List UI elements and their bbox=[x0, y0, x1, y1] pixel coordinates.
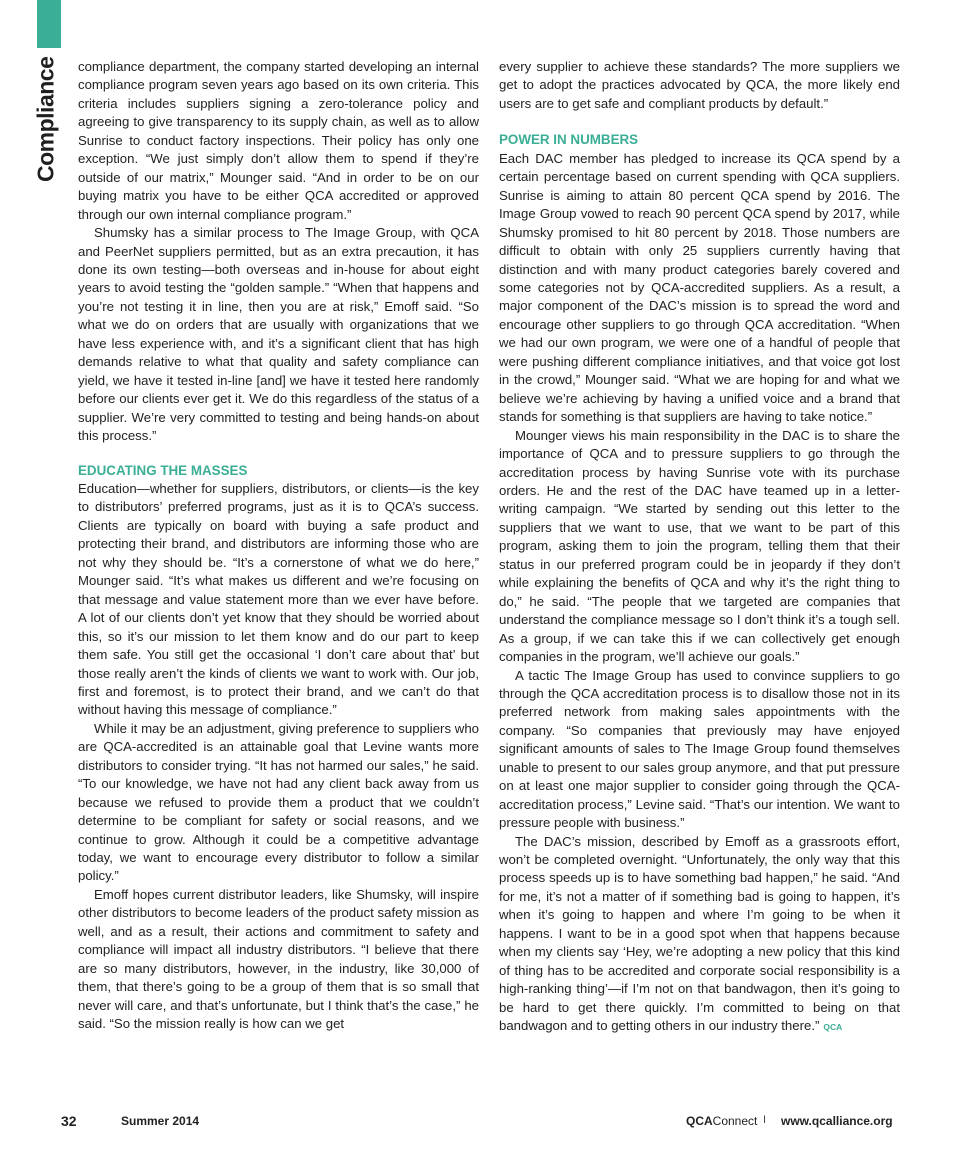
paragraph-last bbox=[499, 833, 900, 1037]
paragraph: While it may be an adjustment, giving preference to suppliers who are QCA-accredited is an attainable goal that Levine wants more distributors to consider trying. “It has not harmed our sales,” he said. “To our knowledge, we have not had any client back away from us because we refused to provide them a product that we couldn’t determine to be compliant for safety or social reasons, and we continue to grow. Although it could be a competitive advantage today, we want to encourage every distributor to follow a similar policy.” bbox=[78, 720, 479, 884]
section-heading: POWER IN NUMBERS bbox=[499, 132, 639, 148]
publication-brand bbox=[686, 1114, 757, 1128]
paragraph: Mounger views his main responsibility in the DAC is to share the importance of QCA and to pressure suppliers to go through the accreditation process by having Sunrise vote with its purchase orders. He and the rest of the DAC have teamed up in a letter-writing campaign. “We started by sending out this letter to the suppliers that we want to use, that we want to be part of this program, asking them to join the program, telling them that their status in our preferred program could be in jeopardy if they don’t while explaining the benefits of QCA and why it’s the right thing to do,” he said. “The people that we targeted are companies that understand the compliance message so I don’t think it’s a tough sell. As a group, if we can take this if we can collectively get enough companies in the program, we’ll achieve our goals.” bbox=[499, 427, 900, 665]
right-column bbox=[499, 58, 900, 1037]
section-label: Compliance bbox=[32, 56, 59, 182]
left-column bbox=[78, 58, 479, 1034]
page-footer bbox=[0, 1113, 960, 1133]
section-tab-marker bbox=[37, 0, 61, 48]
paragraph: Shumsky has a similar process to The Image Group, with QCA and PeerNet suppliers permitted, but as an extra precaution, it has done its own testing—both overseas and in-house for about eight years to avoid testing the “golden sample.” “When that happens and you’re not testing it in line, then you are at risk,” Emoff said. “So what we do on orders that are usually with organizations that we have less experience with, and it’s a significant client that has high demands relative to what that quality and safety compliance can yield, we have it tested in-line [and] we have it tested here randomly before our clients ever get it. We do this regardless of the status of a supplier. We’re very committed to testing and being hands-on about this process.” bbox=[78, 225, 479, 444]
paragraph: Education—whether for suppliers, distributors, or clients—is the key to distributors’ preferred programs, just as it is to QCA’s success. Clients are typically on board with buying a safe product and protecting their brand, and distributors are informing those who are not why they should be. “It’s a cornerstone of what we do here,” Mounger said. “It’s what makes us different and we’re focusing on that message and value statement more than we ever have before. A lot of our clients don’t yet know that they should be worried about this, so it’s our mission to let them know and do our part to keep them safe. You still get the occasional ‘I don’t care about that’ but those really aren’t the kinds of clients we want to work with. Our job, first and foremost, is to protect their brand, and we can’t do that without having this message of compliance.” bbox=[78, 480, 479, 718]
section-heading: EDUCATING THE MASSES bbox=[78, 462, 248, 478]
brand-connect: Connect bbox=[712, 1114, 758, 1128]
footer-separator: I bbox=[763, 1114, 767, 1126]
issue-date: Summer 2014 bbox=[121, 1114, 200, 1128]
brand-qca: QCA bbox=[686, 1114, 713, 1128]
paragraph: A tactic The Image Group has used to convince suppliers to go through the QCA accreditation process is to disallow those not in its preferred network from making sales appointments with the company. “So companies that previously may have enjoyed significant amounts of sales to The Image Group found themselves unable to present to our sales group anymore, and that put pressure on at least one major supplier to consider going through the QCA-accreditation process,” Levine said. “That’s our intention. We want to pressure people with business.” bbox=[499, 667, 900, 831]
paragraph-text: The DAC’s mission, described by Emoff as a grassroots effort, won’t be completed overnight. “Unfortunately, the only way that this process speeds up is to have something bad happen,” he said. “And for me, it’s not a matter of if something bad is going to happen, it’s when it’s going to happen and where I’m going to be when it happens. I want to be in a good spot when that happens because when my clients say ‘Hey, we’re adopting a new policy that this kind of thing has to be accredited and corporate social responsibility is a high-ranking thing’—if I’m not on that bandwagon, then it’s going to be hard to get there quickly. I’m committed to being on that bandwagon and to getting others in our industry there.” bbox=[499, 833, 900, 1034]
website-url: www.qcalliance.org bbox=[781, 1114, 893, 1128]
paragraph: compliance department, the company started developing an internal compliance program seven years ago based on its own criteria. This criteria includes suppliers signing a zero-tolerance policy and agreeing to give transparency to its supply chain, as well as to allow Sunrise to conduct factory inspections. Their policy has only one exception. “We just simply don’t allow them to spend if they’re outside of our matrix,” Mounger said. “And in order to be on our buying matrix you have to be either QCA accredited or approved through our own internal compliance program.” bbox=[78, 59, 479, 222]
page-number: 32 bbox=[61, 1113, 77, 1129]
end-mark: QCA bbox=[823, 1022, 843, 1033]
paragraph: Emoff hopes current distributor leaders, like Shumsky, will inspire other distributors to become leaders of the product safety mission as well, and as a result, their actions and commitment to safety and compliance will impact all industry distributors. “I believe that there are so many distributors, however, in the industry, like 30,000 of them, that there’s going to be a group of them that is so small that never will care, and that’s unfortunate, but I think that’s the case,” he said. “So the mission really is how can we get bbox=[78, 886, 479, 1032]
paragraph: every supplier to achieve these standards? The more suppliers we get to adopt the practices advocated by QCA, the more likely end users are to get safe and compliant products by default.” bbox=[499, 59, 900, 111]
paragraph: Each DAC member has pledged to increase its QCA spend by a certain percentage based on current spending with QCA suppliers. Sunrise is aiming to attain 80 percent QCA spend by 2016. The Image Group vowed to reach 90 percent QCA spend by 2017, while Shumsky promised to hit 80 percent by 2018. Those numbers are difficult to obtain with only 25 suppliers currently having that distinction and with many product categories barely covered and some categories not by QCA-accredited suppliers. As a result, a major component of the DAC’s mission is to spread the word and encourage other suppliers to go through QCA accreditation. “When we had our own program, we were one of a handful of people that were pushing different compliance initiatives, and that voice got lost in the crowd,” Mounger said. “What we are hoping for and what we believe we’re achieving by having a unified voice and a brand that stands for something is that suppliers are having to take notice.” bbox=[499, 150, 900, 425]
